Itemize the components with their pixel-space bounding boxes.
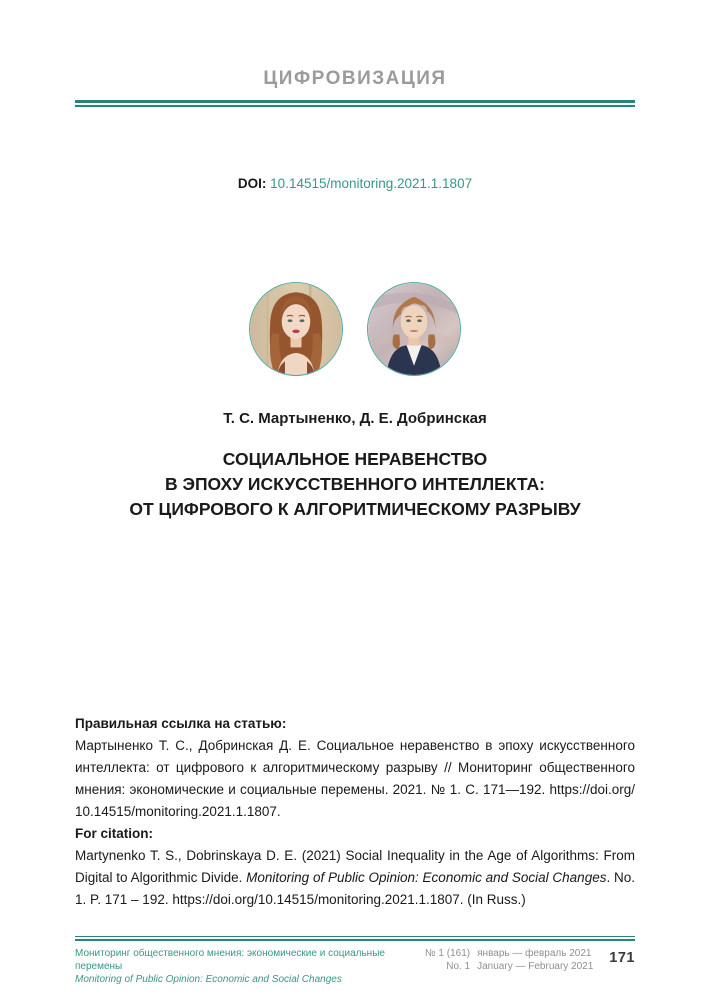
footer-issue-period (477, 947, 593, 973)
authors-line: Т. С. Мартыненко, Д. Е. Добринская (223, 410, 487, 427)
author-photo-second (367, 282, 461, 376)
page-number: 171 (609, 950, 635, 966)
citation-en-heading: For citation: (75, 826, 153, 841)
footer-issue-number (425, 947, 470, 973)
footer-journal-en: Monitoring of Public Opinion: Economic and Social Changes (75, 974, 342, 985)
article-title-line: СОЦИАЛЬНОЕ НЕРАВЕНСТВО (222, 449, 488, 469)
author-photos (75, 282, 635, 376)
citation-en-text-start: Martynenko T. S., Dobrinskaya D. E. (2021) Social Inequality in the Age of Algorithms: From Digital to Algorithmic Divide. (75, 848, 635, 885)
citation-en-journal-title: Monitoring of Public Opinion: Economic and Social Changes (246, 870, 607, 885)
article-title (75, 447, 635, 522)
footer-issue-period-ru: январь — февраль 2021 (477, 948, 592, 959)
citation-en-text-end: . No. 1. P. 171 – 192. https://doi.org/10.14515/monitoring.2021.1.1807. (In Russ.) (75, 870, 635, 907)
doi-link[interactable]: 10.14515/monitoring.2021.1.1807 (270, 176, 473, 191)
citation-ru-heading: Правильная ссылка на статью: (75, 716, 287, 731)
footer-journal-name (75, 947, 415, 986)
page-footer (75, 936, 635, 986)
citation-section (75, 713, 635, 911)
article-title-line: ОТ ЦИФРОВОГО К АЛГОРИТМИЧЕСКОМУ РАЗРЫВУ (129, 499, 581, 519)
citation-ru-text: Мартыненко Т. С., Добринская Д. Е. Социальное неравенство в эпоху искусственного интеллекта: от цифрового к алгоритмическому разрыву // Мониторинг общественного мнения: экономические и социальные перемены. 2021. № 1. С. 171—192. https://doi.org/ 10.14515/monitoring.2021.1.1807. (75, 738, 635, 819)
footer-issue-period-en: January — February 2021 (477, 961, 594, 972)
footer-issue-info (425, 947, 593, 973)
author-photo-first (249, 282, 343, 376)
doi-label: DOI: (237, 176, 267, 191)
footer-issue-number-ru: № 1 (161) (424, 948, 471, 959)
avatar-woman-long-hair-icon (250, 283, 342, 375)
header-divider (75, 100, 635, 107)
footer-journal-ru: Мониторинг общественного мнения: экономические и социальные перемены (75, 948, 385, 972)
article-title-line: В ЭПОХУ ИСКУССТВЕННОГО ИНТЕЛЛЕКТА: (165, 474, 545, 494)
section-heading: ЦИФРОВИЗАЦИЯ (263, 68, 447, 89)
avatar-woman-bob-hair-icon (368, 283, 460, 375)
footer-issue-number-en: No. 1 (446, 961, 471, 972)
doi-line (75, 176, 635, 191)
citation-en-text (75, 845, 635, 911)
